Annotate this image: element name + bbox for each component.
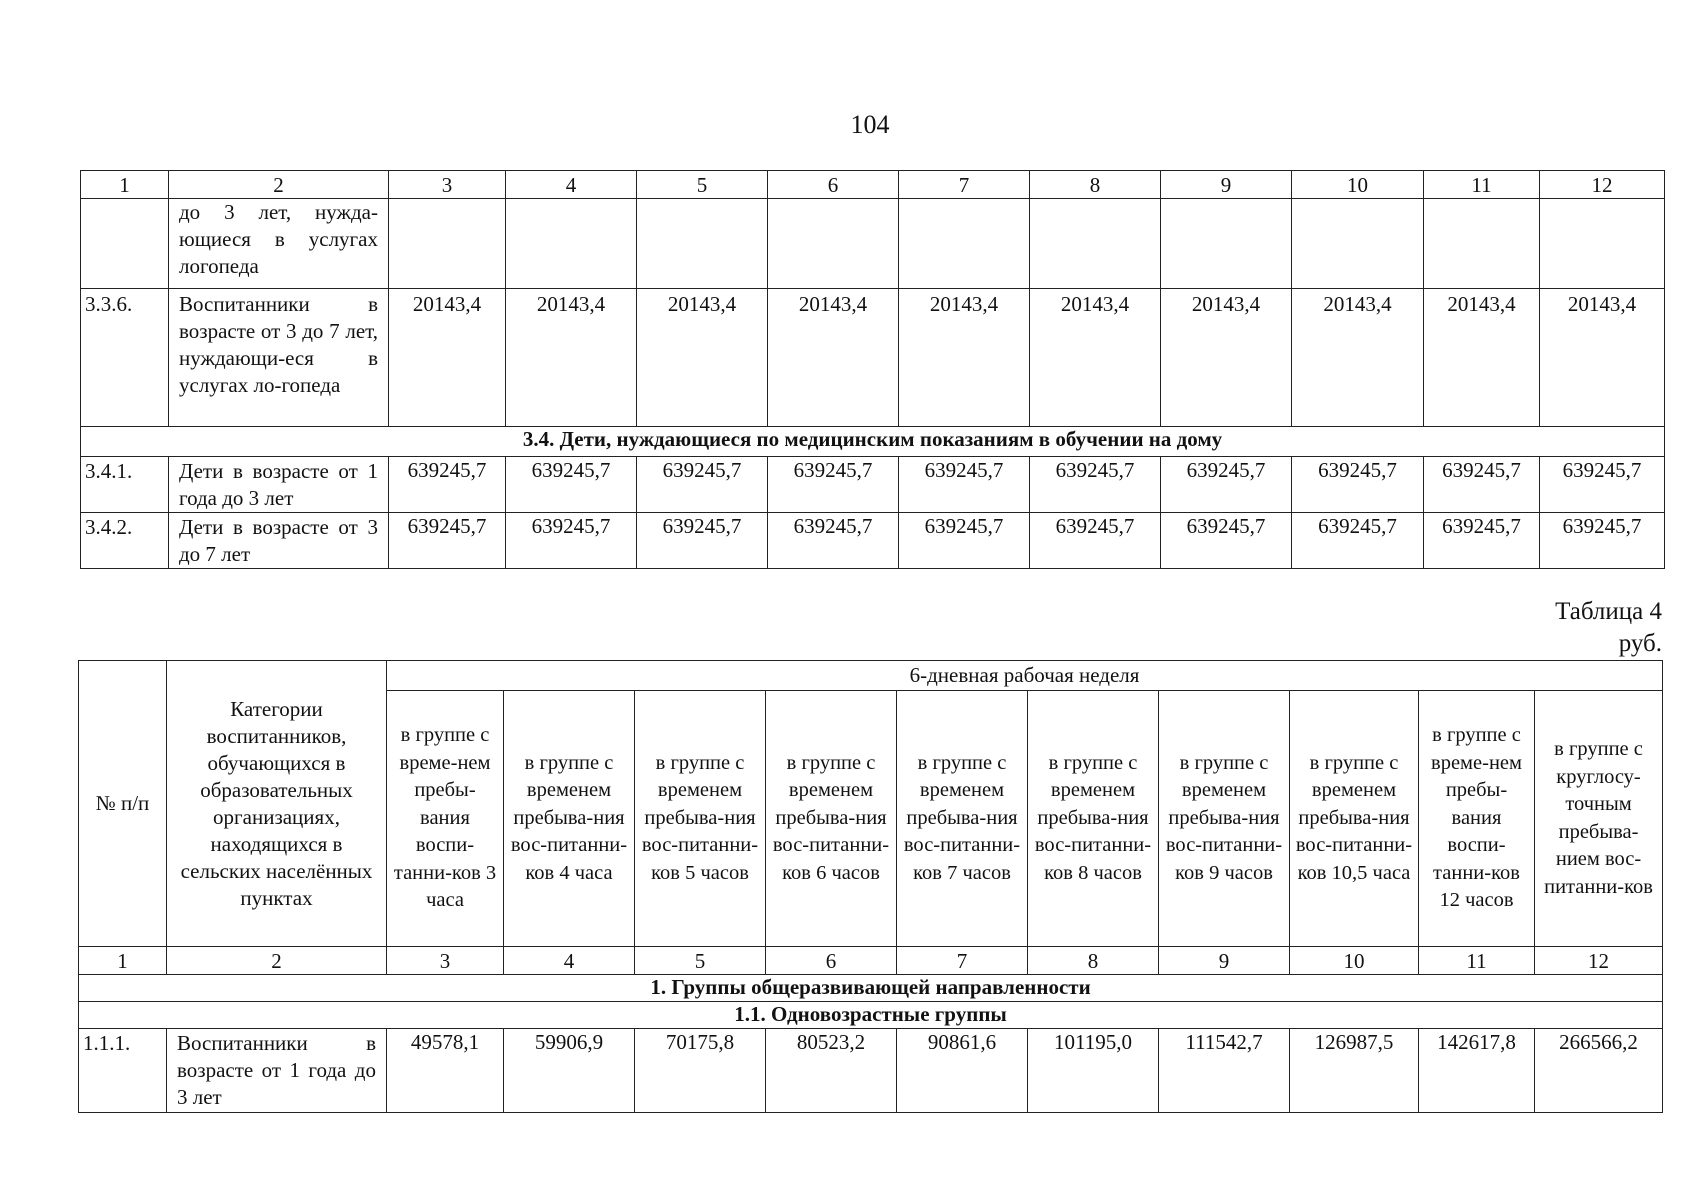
value-cell: 639245,7: [389, 513, 506, 569]
value-cell: 20143,4: [768, 289, 899, 427]
col-number: 10: [1290, 947, 1419, 975]
section-heading: 3.4. Дети, нуждающиеся по медицинским показаниям в обучении на дому: [81, 427, 1665, 457]
section-row: [79, 1002, 1663, 1029]
header-no: № п/п: [79, 661, 167, 947]
header-col: в группе с круглосу-точным пребыва-нием вос-питанни-ков: [1535, 691, 1663, 947]
header-category: Категории воспитанников, обучающихся в образовательных организациях, находящихся в сельских населённых пунктах: [167, 661, 387, 947]
value-cell: 639245,7: [1540, 457, 1665, 513]
header-col: в группе с временем пребыва-ния вос-питанни-ков 7 часов: [897, 691, 1028, 947]
value-cell: 639245,7: [1292, 513, 1424, 569]
col-number: 2: [167, 947, 387, 975]
page-number: 104: [850, 110, 890, 139]
header-col: в группе с време-нем пребы-вания воспи-танни-ков 12 часов: [1419, 691, 1535, 947]
row-number: 3.3.6.: [81, 289, 169, 427]
table-row: [81, 457, 1665, 513]
value-cell: 20143,4: [1161, 289, 1292, 427]
value-cell: 111542,7: [1159, 1029, 1290, 1113]
col-number: 9: [1161, 171, 1292, 199]
value-cell: 639245,7: [506, 457, 637, 513]
value-cell: 639245,7: [1161, 457, 1292, 513]
col-number: 1: [79, 947, 167, 975]
table-row: [81, 199, 1665, 289]
col-number: 2: [169, 171, 389, 199]
value-cell: 639245,7: [1540, 513, 1665, 569]
value-cell: 20143,4: [1424, 289, 1540, 427]
col-number: 4: [506, 171, 637, 199]
col-number: 6: [768, 171, 899, 199]
continued-table: [80, 170, 1665, 569]
row-label: Дети в возрасте от 3 до 7 лет: [169, 513, 389, 569]
value-cell: 639245,7: [506, 513, 637, 569]
value-cell: 639245,7: [1292, 457, 1424, 513]
table-row: [81, 289, 1665, 427]
column-number-row: [81, 171, 1665, 199]
row-number: [81, 199, 169, 289]
row-number: 3.4.2.: [81, 513, 169, 569]
header-row: [79, 661, 1663, 691]
col-number: 11: [1424, 171, 1540, 199]
value-cell: 639245,7: [389, 457, 506, 513]
table-4: [78, 660, 1663, 1113]
col-number: 8: [1030, 171, 1161, 199]
value-cell: 20143,4: [1292, 289, 1424, 427]
value-cell: 80523,2: [766, 1029, 897, 1113]
header-col: в группе с временем пребыва-ния вос-питанни-ков 8 часов: [1028, 691, 1159, 947]
header-col: в группе с временем пребыва-ния вос-питанни-ков 9 часов: [1159, 691, 1290, 947]
table-row: [81, 513, 1665, 569]
value-cell: 20143,4: [1540, 289, 1665, 427]
value-cell: 49578,1: [387, 1029, 504, 1113]
value-cell: 90861,6: [897, 1029, 1028, 1113]
table-caption: Таблица 4: [1555, 598, 1662, 625]
col-number: 12: [1535, 947, 1663, 975]
header-col: в группе с временем пребыва-ния вос-питанни-ков 5 часов: [635, 691, 766, 947]
col-number: 7: [897, 947, 1028, 975]
value-cell: 639245,7: [768, 457, 899, 513]
value-cell: 639245,7: [1424, 513, 1540, 569]
table-row: [79, 1029, 1663, 1113]
value-cell: 639245,7: [1030, 457, 1161, 513]
col-number: 3: [387, 947, 504, 975]
col-number: 7: [899, 171, 1030, 199]
col-number: 9: [1159, 947, 1290, 975]
value-cell: 59906,9: [504, 1029, 635, 1113]
header-col: в группе с временем пребыва-ния вос-питанни-ков 4 часа: [504, 691, 635, 947]
section-row: [79, 975, 1663, 1002]
column-number-row: [79, 947, 1663, 975]
subsection-heading: 1.1. Одновозрастные группы: [79, 1002, 1663, 1029]
header-col: в группе с временем пребыва-ния вос-питанни-ков 10,5 часа: [1290, 691, 1419, 947]
value-cell: 20143,4: [637, 289, 768, 427]
value-cell: 639245,7: [1030, 513, 1161, 569]
col-number: 1: [81, 171, 169, 199]
col-number: 12: [1540, 171, 1665, 199]
header-col: в группе с временем пребыва-ния вос-питанни-ков 6 часов: [766, 691, 897, 947]
col-number: 8: [1028, 947, 1159, 975]
row-label: до 3 лет, нужда-ющиеся в услугах логопеда: [169, 199, 389, 289]
table-unit: руб.: [1618, 630, 1662, 657]
col-number: 3: [389, 171, 506, 199]
value-cell: 20143,4: [389, 289, 506, 427]
value-cell: 20143,4: [899, 289, 1030, 427]
value-cell: 639245,7: [899, 513, 1030, 569]
col-number: 6: [766, 947, 897, 975]
row-number: 1.1.1.: [79, 1029, 167, 1113]
row-label: Воспитанники в возрасте от 3 до 7 лет, нуждающи-еся в услугах ло-гопеда: [169, 289, 389, 427]
row-label: Воспитанники в возрасте от 1 года до 3 лет: [167, 1029, 387, 1113]
row-label: Дети в возрасте от 1 года до 3 лет: [169, 457, 389, 513]
col-number: 4: [504, 947, 635, 975]
header-week: 6-дневная рабочая неделя: [387, 661, 1663, 691]
col-number: 5: [637, 171, 768, 199]
value-cell: 101195,0: [1028, 1029, 1159, 1113]
header-col: в группе с време-нем пребы-вания воспи-танни-ков 3 часа: [387, 691, 504, 947]
value-cell: 639245,7: [899, 457, 1030, 513]
value-cell: 639245,7: [1424, 457, 1540, 513]
row-number: 3.4.1.: [81, 457, 169, 513]
value-cell: 639245,7: [768, 513, 899, 569]
value-cell: 70175,8: [635, 1029, 766, 1113]
value-cell: 126987,5: [1290, 1029, 1419, 1113]
col-number: 5: [635, 947, 766, 975]
value-cell: 266566,2: [1535, 1029, 1663, 1113]
col-number: 10: [1292, 171, 1424, 199]
col-number: 11: [1419, 947, 1535, 975]
value-cell: 142617,8: [1419, 1029, 1535, 1113]
value-cell: 639245,7: [637, 513, 768, 569]
section-row: [81, 427, 1665, 457]
section-heading: 1. Группы общеразвивающей направленности: [79, 975, 1663, 1002]
value-cell: 20143,4: [1030, 289, 1161, 427]
value-cell: 639245,7: [637, 457, 768, 513]
value-cell: 639245,7: [1161, 513, 1292, 569]
value-cell: 20143,4: [506, 289, 637, 427]
